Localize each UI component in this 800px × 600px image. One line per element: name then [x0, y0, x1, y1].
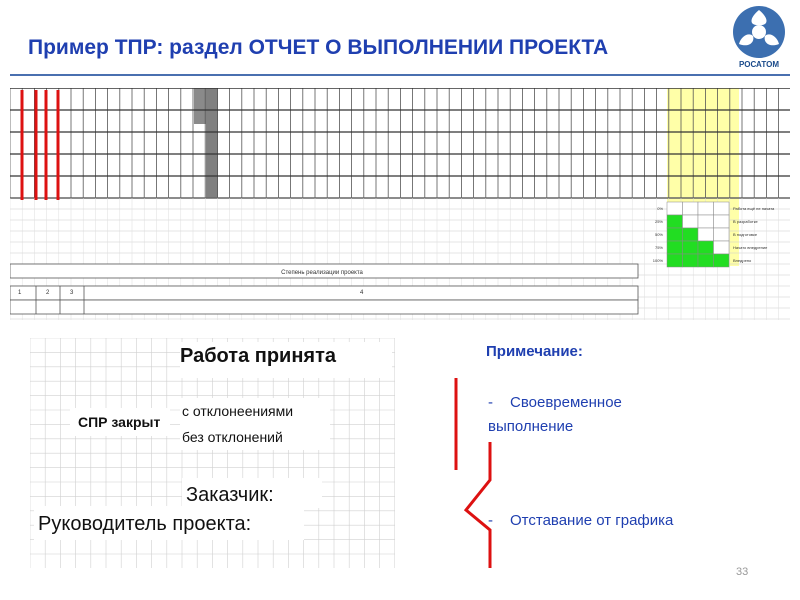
note-text-on-time: Своевременное выполнение: [488, 394, 622, 435]
progress-cell: [683, 254, 699, 267]
note-item-behind-schedule: [488, 512, 748, 529]
progress-cell: [698, 228, 714, 241]
note-text-behind-schedule: Отставание от графика: [510, 512, 674, 529]
legend-percent: 100%: [652, 258, 663, 263]
progress-legend: [653, 202, 775, 267]
column-number-2: 2: [46, 290, 50, 296]
page-number: 33: [736, 566, 749, 578]
progress-cell: [683, 228, 699, 241]
progress-cell: [667, 228, 683, 241]
progress-cell: [714, 228, 730, 241]
progress-cell: [683, 215, 699, 228]
blank-row: [10, 300, 638, 314]
legend-label: В подготовке: [733, 232, 758, 237]
title-divider: [10, 74, 790, 76]
project-manager-label: Руководитель проекта:: [38, 513, 252, 535]
progress-cell: [714, 254, 730, 267]
progress-cell: [667, 254, 683, 267]
without-deviations-label: без отклонений: [182, 429, 283, 445]
spr-closed-label: СПР закрыт: [78, 414, 161, 430]
note-dash: -: [488, 512, 493, 529]
progress-cell: [667, 215, 683, 228]
legend-percent: 25%: [654, 219, 663, 224]
legend-percent: 50%: [654, 232, 663, 237]
progress-cell: [698, 241, 714, 254]
legend-label: В разработке: [733, 219, 758, 224]
work-accepted-label: Работа принята: [180, 345, 337, 367]
progress-cell: [698, 215, 714, 228]
milestone-bar: [194, 88, 206, 124]
progress-cell: [714, 215, 730, 228]
milestone-bar: [206, 88, 218, 198]
progress-cell: [714, 241, 730, 254]
progress-cell: [683, 202, 699, 215]
column-number-3: 3: [70, 290, 74, 296]
progress-cell: [714, 202, 730, 215]
column-number-1: 1: [18, 290, 22, 296]
legend-marks: [440, 370, 500, 570]
progress-cell: [683, 241, 699, 254]
with-deviations-label: с отклонеениями: [182, 403, 294, 419]
legend-percent: 0%: [657, 206, 663, 211]
numbers-row: [10, 286, 638, 300]
progress-cell: [667, 202, 683, 215]
delay-mark-icon: [466, 442, 490, 568]
note-dash: -: [488, 394, 493, 411]
note-title: Примечание:: [486, 343, 583, 360]
grid-caption: Степень реализации проекта: [281, 270, 363, 276]
progress-cell: [698, 254, 714, 267]
legend-label: Начато внедрение: [733, 245, 768, 250]
logo-text: РОСАТОМ: [739, 60, 779, 69]
column-number-4: 4: [360, 290, 364, 296]
progress-cell: [698, 202, 714, 215]
note-item-on-time: [488, 391, 688, 439]
progress-cell: [667, 241, 683, 254]
legend-label: Работа ещё не начата: [733, 206, 775, 211]
legend-label: Внедрено: [733, 258, 752, 263]
customer-label: Заказчик:: [186, 484, 274, 506]
legend-percent: 75%: [654, 245, 663, 250]
project-progress-grid: [10, 88, 790, 320]
page-title: Пример ТПР: раздел ОТЧЕТ О ВЫПОЛНЕНИИ ПРОЕКТА: [28, 36, 609, 59]
